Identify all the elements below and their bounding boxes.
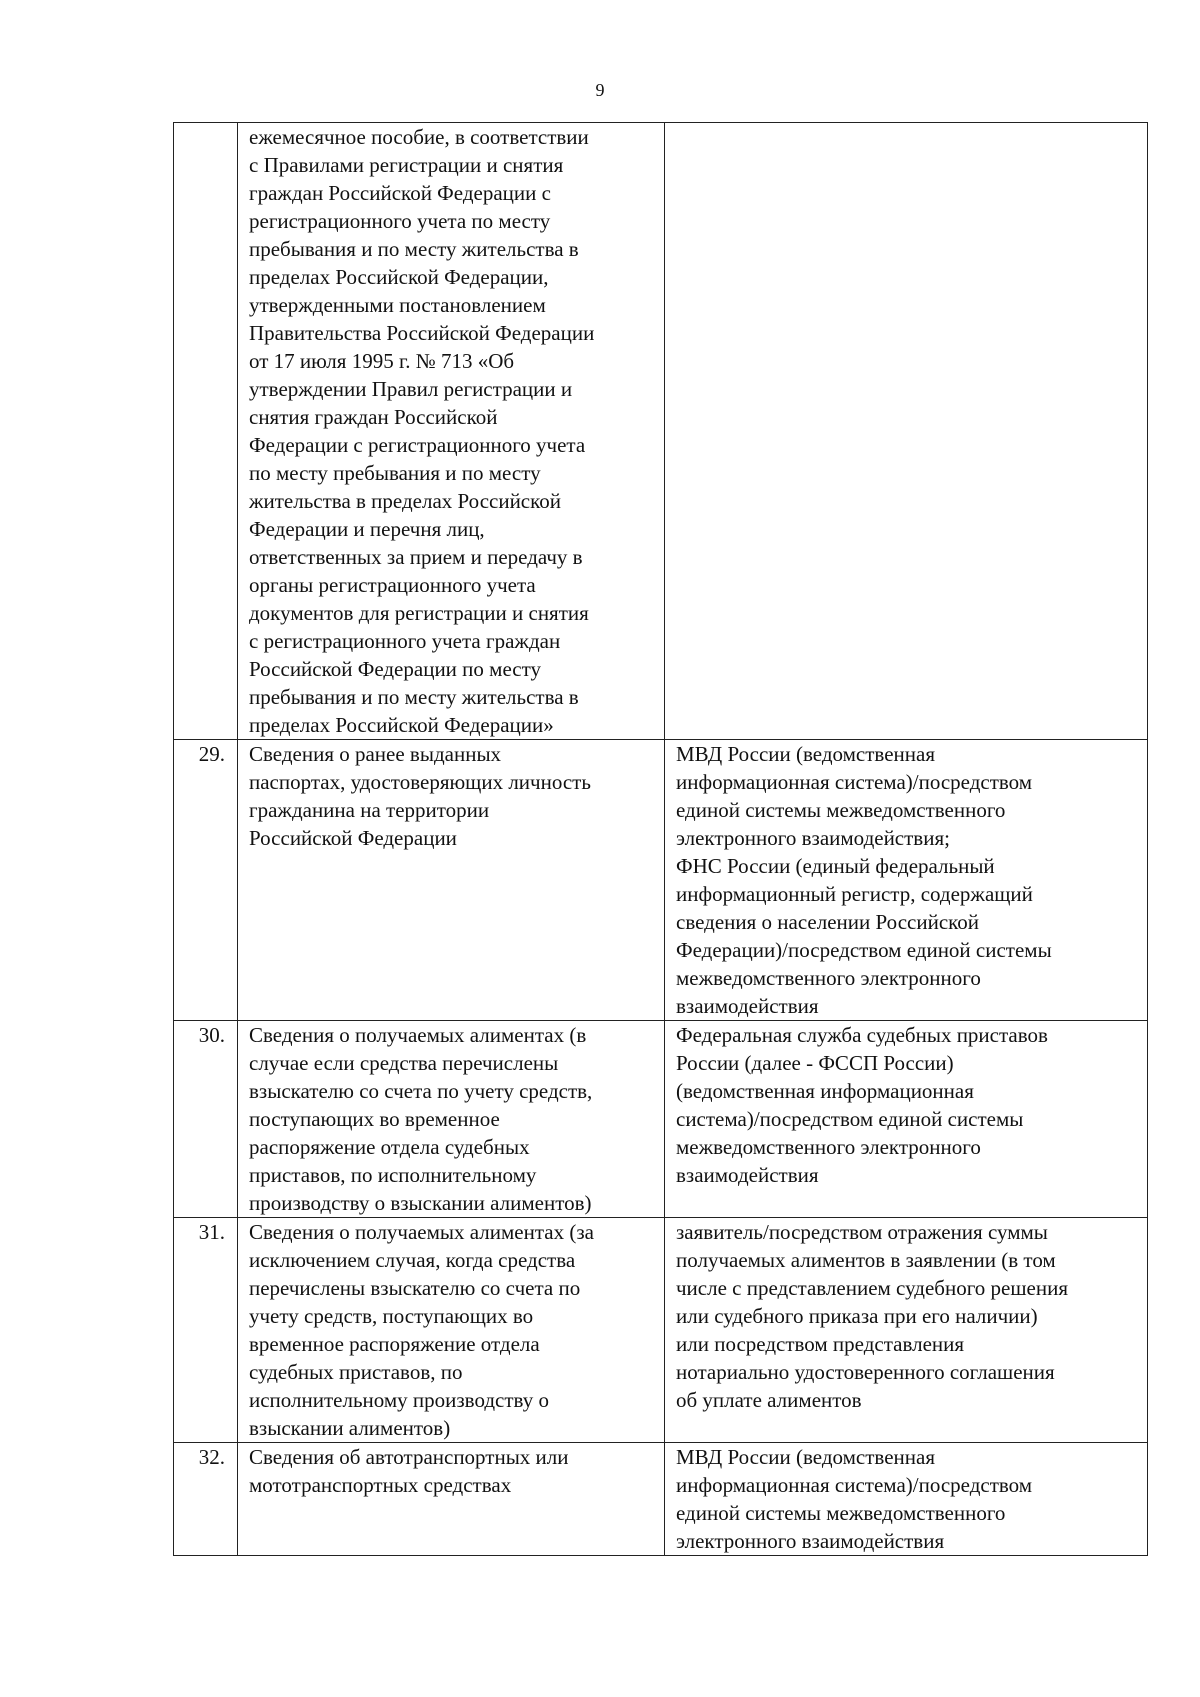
row-description: Сведения о получаемых алиментах (за исключением случая, когда средства перечислены взыскателю со счета по учету средств, поступающих во временное распоряжение отдела судебных приставов, по исполнительному производству о взыскании алиментов) (238, 1218, 665, 1443)
table-row (174, 1021, 1148, 1218)
table-row (174, 1218, 1148, 1443)
row-source: Федеральная служба судебных приставов России (далее - ФССП России) (ведомственная информационная система)/посредством единой системы межведомственного электронного взаимодействия (665, 1021, 1148, 1218)
row-source (665, 123, 1148, 740)
row-number: 30. (174, 1021, 238, 1218)
table-row (174, 740, 1148, 1021)
row-description: Сведения о ранее выданных паспортах, удостоверяющих личность гражданина на территории Российской Федерации (238, 740, 665, 1021)
table-row (174, 123, 1148, 740)
row-description: Сведения о получаемых алиментах (в случае если средства перечислены взыскателю со счета по учету средств, поступающих во временное распоряжение отдела судебных приставов, по исполнительному производству о взыскании алиментов) (238, 1021, 665, 1218)
document-table (173, 122, 1148, 1556)
row-source: МВД России (ведомственная информационная система)/посредством единой системы межведомственного электронного взаимодействия; ФНС России (единый федеральный информационный регистр, содержащий сведения о населении Российской Федерации)/посредством единой системы межведомственного электронного взаимодействия (665, 740, 1148, 1021)
page-number: 9 (595, 80, 605, 100)
row-number (174, 123, 238, 740)
row-description: ежемесячное пособие, в соответствии с Правилами регистрации и снятия граждан Российской Федерации с регистрационного учета по месту пребывания и по месту жительства в пределах Российской Федерации, утвержденными постановлением Правительства Российской Федерации от 17 июля 1995 г. № 713 «Об утверждении Правил регистрации и снятия граждан Российской Федерации с регистрационного учета по месту пребывания и по месту жительства в пределах Российской Федерации и перечня лиц, ответственных за прием и передачу в органы регистрационного учета документов для регистрации и снятия с регистрационного учета граждан Российской Федерации по месту пребывания и по месту жительства в пределах Российской Федерации» (238, 123, 665, 740)
row-source: МВД России (ведомственная информационная система)/посредством единой системы межведомственного электронного взаимодействия (665, 1443, 1148, 1556)
row-number: 32. (174, 1443, 238, 1556)
row-description: Сведения об автотранспортных или мототранспортных средствах (238, 1443, 665, 1556)
row-source: заявитель/посредством отражения суммы получаемых алиментов в заявлении (в том числе с представлением судебного решения или судебного приказа при его наличии) или посредством представления нотариально удостоверенного соглашения об уплате алиментов (665, 1218, 1148, 1443)
row-number: 29. (174, 740, 238, 1021)
row-number: 31. (174, 1218, 238, 1443)
table-row (174, 1443, 1148, 1556)
